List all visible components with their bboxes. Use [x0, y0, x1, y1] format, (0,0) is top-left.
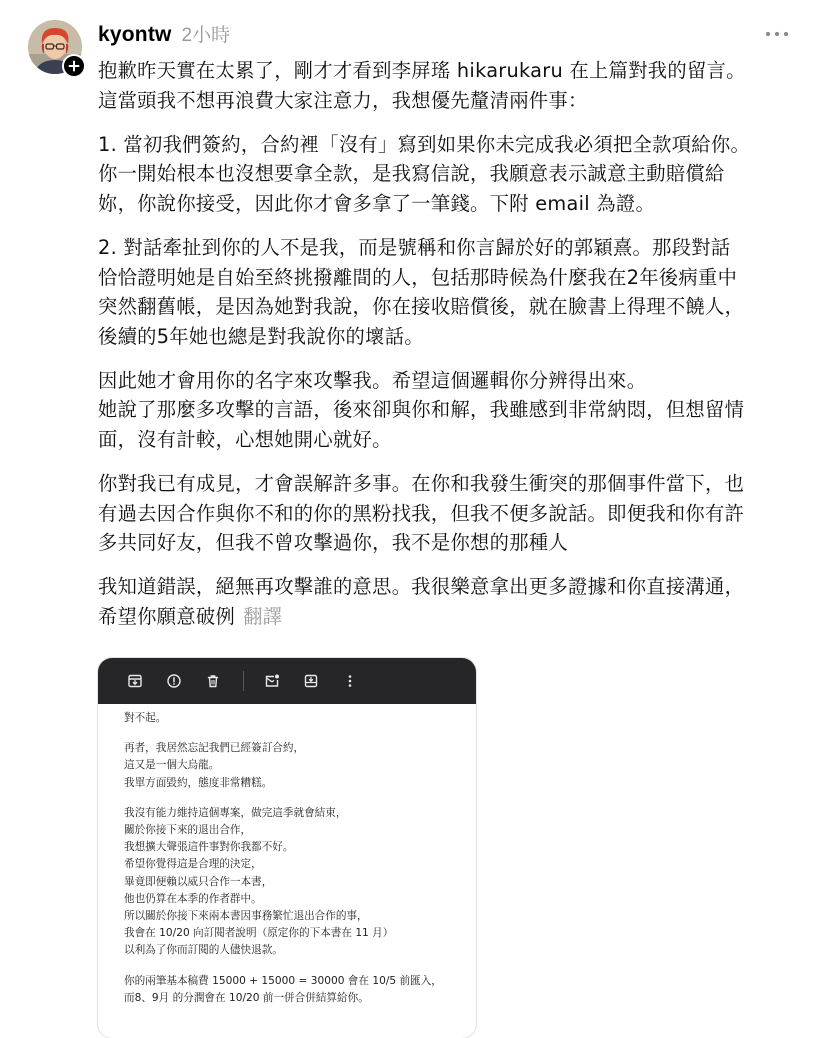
move-to-icon [303, 673, 319, 689]
post-header [98, 20, 230, 50]
username[interactable]: kyontw [98, 23, 172, 46]
post-line: 面，沒有計較，心想她開心就好。 [98, 428, 392, 452]
post-paragraph-3 [98, 233, 810, 351]
email-line: 所以關於你接下來兩本書因事務繁忙退出合作的事， [124, 910, 368, 923]
post-line [98, 602, 810, 632]
email-line: 我沒有能力維持這個專案，做完這季就會結束， [124, 806, 347, 819]
post-line: 妳，你說你接受，因此你才會多拿了一筆錢。下附 email 為證。 [98, 191, 656, 215]
email-line: 這又是一個大烏龍。 [124, 759, 220, 772]
mark-unread-button[interactable] [261, 670, 283, 692]
email-line: 對不起。 [124, 712, 167, 724]
more-vert-button[interactable] [339, 670, 361, 692]
post-paragraph-6 [98, 572, 810, 631]
post-line: 她說了那麼多攻擊的言語，後來卻與你和解，我雖感到非常納悶，但想留情 [98, 398, 745, 422]
post-line: 這當頭我不想再浪費大家注意力，我想優先釐清兩件事： [98, 88, 588, 112]
post-line: 你一開始根本也沒想要拿全款，是我寫信說，我願意表示誠意主動賠償給 [98, 162, 725, 186]
email-paragraph [124, 740, 476, 792]
post-line: 抱歉昨天實在太累了，剛才才看到李屏瑤 hikarukaru 在上篇對我的留言。 [98, 59, 746, 82]
post-line: 1. 當初我們簽約，合約裡「沒有」寫到如果你未完成我必須把全款項給你。 [98, 132, 751, 156]
post-line: 因此她才會用你的名字來攻擊我。希望這個邏輯你分辨得出來。 [98, 368, 647, 392]
report-spam-button[interactable] [163, 670, 185, 692]
more-options-button[interactable] [762, 22, 792, 46]
delete-icon [205, 673, 221, 689]
email-line: 關於你接下來的退出合作， [124, 824, 252, 837]
post-line: 有過去因合作與你不和的你的黑粉找我，但我不便多說話。即便我和你有許 [98, 501, 745, 525]
email-paragraph [124, 805, 476, 960]
post-line: 你對我已有成見，才會誤解許多事。在你和我發生衝突的那個事件當下，也 [98, 472, 745, 496]
email-line: 而8、9月 的分潤會在 10/20 前一併合併結算給你。 [124, 991, 369, 1004]
more-vert-icon [342, 673, 358, 689]
post-body [98, 56, 810, 646]
report-spam-icon [166, 673, 182, 689]
post-paragraph-2 [98, 130, 810, 219]
archive-button[interactable] [124, 670, 146, 692]
post-line-text: 希望你願意破例 [98, 605, 236, 628]
post-paragraph-4 [98, 366, 810, 455]
email-paragraph [124, 973, 476, 1007]
timestamp[interactable]: 2小時 [181, 25, 231, 46]
archive-icon [127, 673, 143, 689]
email-line: 你的兩筆基本稿費 15000 + 15000 = 30000 會在 10/5 前匯入， [124, 974, 442, 987]
post-line: 我知道錯誤，絕無再攻擊誰的意思。我很樂意拿出更多證據和你直接溝通， [98, 575, 745, 599]
email-line: 我單方面毀約，態度非常糟糕。 [124, 776, 273, 789]
translate-link[interactable]: 翻譯 [243, 605, 283, 628]
email-line: 我會在 10/20 向訂閱者說明（原定你的下本書在 11 月） [124, 927, 394, 940]
post-line: 突然翻舊帳，是因為她對我說，你在接收賠償後，就在臉書上得理不饒人， [98, 295, 745, 319]
plus-icon [68, 60, 80, 72]
more-icon [765, 31, 789, 37]
post-line: 2. 對話牽扯到你的人不是我，而是號稱和你言歸於好的郭穎熹。那段對話 [98, 235, 731, 259]
email-line: 我想擴大聲張這件事對你我都不好。 [124, 841, 294, 854]
email-screenshot-attachment[interactable] [98, 658, 476, 1038]
email-line: 希望你覺得這是合理的決定， [124, 858, 262, 871]
move-to-button[interactable] [300, 670, 322, 692]
mark-unread-icon [264, 673, 280, 689]
follow-button[interactable] [62, 54, 86, 78]
email-body [98, 704, 476, 1007]
email-toolbar [98, 658, 476, 704]
email-line: 再者，我居然忘記我們已經簽訂合約， [124, 742, 305, 755]
email-line: 以利為了你而訂閱的人儘快退款。 [124, 944, 283, 957]
email-line: 他也仍算在本季的作者群中。 [124, 892, 262, 905]
post-line: 多共同好友，但我不曾攻擊過你，我不是你想的那種人 [98, 531, 568, 555]
post-paragraph-5 [98, 469, 810, 558]
post-line: 恰恰證明她是自始至終挑撥離間的人，包括那時候為什麼我在2年後病重中 [98, 265, 738, 289]
email-line: 畢竟即便賴以威只合作一本書， [124, 875, 273, 888]
toolbar-divider [243, 671, 244, 691]
post-paragraph-1 [98, 56, 810, 115]
email-paragraph [124, 710, 476, 727]
post-line: 後續的5年她也總是對我說你的壞話。 [98, 324, 424, 348]
delete-button[interactable] [202, 670, 224, 692]
